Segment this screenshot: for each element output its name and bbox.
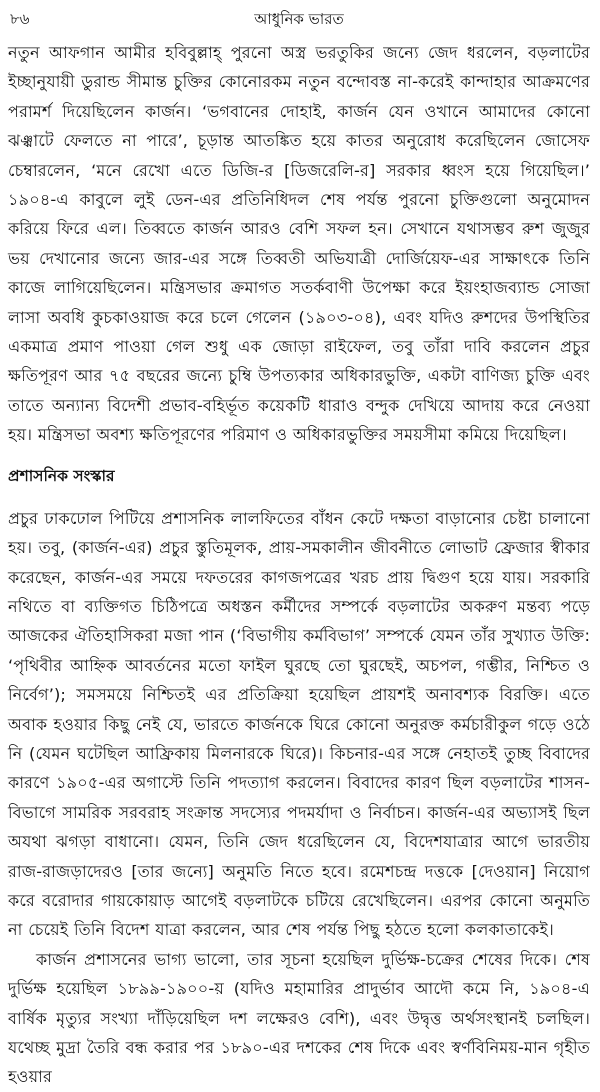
running-title: আধুনিক ভারত <box>254 10 344 28</box>
running-header <box>8 0 590 36</box>
page-number: ৮৬ <box>10 10 30 28</box>
paragraph-afghan-tibet: নতুন আফগান আমীর হবিবুল্লাহ্‌ পুরনো অস্ত্র ভরতুকির জন্যে জেদ ধরলেন, বড়লাটের ইচ্ছানুযায়ী ডুরান্ড সীমান্ত চুক্তির কোনোরকম নতুন বন্দোবস্ত না-করেই কান্দাহার আক্রমণের পরামর্শ দিয়েছিলেন কার্জন। ‘ভগবানের দোহাই, কার্জন যেন ওখানে আমাদের কোনো ঝঞ্ঝাটে ফেলতে না পারে’, চূড়ান্ত আতঙ্কিত হয়ে কাতর অনুরোধ করেছিলেন জোসেফ চেম্বারলেন, ‘মনে রেখো এতে ডিজি-র [ডিজরেলি-র] সরকার ধ্বংস হয়ে গিয়েছিল।’ ১৯০৪-এ কাবুলে লুই ডেন-এর প্রতিনিধিদল শেষ পর্যন্ত পুরনো চুক্তিগুলো অনুমোদন করিয়ে ফিরে এল। তিব্বতে কার্জন আরও বেশি সফল হন। সেখানে যথাসম্ভব রুশ জুজুর ভয় দেখানোর জন্যে জার-এর সঙ্গে তিব্বতী অভিযাত্রী দোর্জিয়েফ-এর সাক্ষাৎকে তিনি কাজে লাগিয়েছিলেন। মন্ত্রিসভার ক্রমাগত সতর্কবাণী উপেক্ষা করে ইয়ংহাজব্যান্ড সোজা লাসা অবধি কুচকাওয়াজ করে চলে গেলেন (১৯০৩-০৪), এবং যদিও রুশদের উপস্থিতির একমাত্র প্রমাণ পাওয়া গেল শুধু এক জোড়া রাইফেল, তবু তাঁরা দাবি করলেন প্রচুর ক্ষতিপূরণ আর ৭৫ বছরের জন্যে চুম্বি উপত্যকার অধিকারভুক্তি, একটা বাণিজ্য চুক্তি এবং তাতে অন্যান্য বিদেশী প্রভাব-বহির্ভূত কয়েকটি ধারাও বন্দুক দেখিয়ে আদায় করে নেওয়া হয়। মন্ত্রিসভা অবশ্য ক্ষতিপূরণের পরিমাণ ও অধিকারভুক্তির সময়সীমা কমিয়ে দিয়েছিল। <box>8 43 590 445</box>
section-heading: প্রশাসনিক সংস্কার <box>8 466 115 485</box>
paragraph-administrative-reform: প্রচুর ঢাকঢোল পিটিয়ে প্রশাসনিক লালফিতের বাঁধন কেটে দক্ষতা বাড়ানোর চেষ্টা চালানো হয়। তবু, (কার্জন-এর) প্রচুর স্তুতিমূলক, প্রায়-সমকালীন জীবনীতে লোভাট ফ্রেজার স্বীকার করেছেন, কার্জন-এর সময়ে দফতরের কাগজপত্রের খরচ প্রায় দ্বিগুণ হয়ে যায়। সরকারি নথিতে বা ব্যক্তিগত চিঠিপত্রে অধস্তন কর্মীদের সম্পর্কে বড়লাটের অকরুণ মন্তব্য পড়ে আজকের ঐতিহাসিকরা মজা পান (‘বিভাগীয় কর্মবিভাগ’ সম্পর্কে যেমন তাঁর সুখ্যাত উক্তি: ‘পৃথিবীর আহ্নিক আবর্তনের মতো ফাইল ঘুরছে তো ঘুরছেই, অচপল, গম্ভীর, নিশ্চিত ও নির্বেগ’); সমসময়ে নিশ্চিতই এর প্রতিক্রিয়া হয়েছিল প্রায়শই অনাবশ্যক বিরক্তি। এতে অবাক হওয়ার কিছু নেই যে, ভারতে কার্জনকে ঘিরে কোনো অনুরক্ত কর্মচারীকুল গড়ে ওঠে নি (যেমন ঘটেছিল আফ্রিকায় মিলনারকে ঘিরে)। কিচনার-এর সঙ্গে নেহাতই তুচ্ছ বিবাদের কারণে ১৯০৫-এর অগাস্টে তিনি পদত্যাগ করলেন। বিবাদের কারণ ছিল বড়লাটের শাসন-বিভাগে সামরিক সরবরাহ সংক্রান্ত সদস্যের পদমর্যাদা ও নির্বাচন। কার্জন-এর অভ্যাসই ছিল অযথা ঝগড়া বাধানো। যেমন, তিনি জেদ ধরেছিলেন যে, বিদেশযাত্রার আগে ভারতীয় রাজ-রাজড়াদেরও [তার জন্যে] অনুমতি নিতে হবে। রমেশচন্দ্র দত্তকে [দেওয়ান] নিয়োগ করে বরোদার গায়কোয়াড় আগেই বড়লাটকে চটিয়ে রেখেছিলেন। এরপর কোনো অনুমতি না চেয়েই তিনি বিদেশ যাত্রা করলেন, আর শেষ পর্যন্ত পিছু হঠতে হলো কলকাতাকেই। <box>8 508 590 940</box>
paragraph-famine-cycle: কার্জন প্রশাসনের ভাগ্য ভালো, তার সূচনা হয়েছিল দুর্ভিক্ষ-চক্রের শেষের দিকে। শেষ দুর্ভিক্ষ হয়েছিল ১৮৯৯-১৯০০-য় (যদিও মহামারির প্রাদুর্ভাব আদৌ কমে নি, ১৯০৪-এ বার্ষিক মৃত্যুর সংখ্যা দাঁড়িয়েছিল দশ লক্ষেরও বেশি), এবং উদ্বৃত্ত অর্থসংস্থানই চলছিল। যথেচ্ছ মুদ্রা তৈরি বন্ধ করার পর ১৮৯০-এর দশকের শেষ দিকে এবং স্বর্ণবিনিময়-মান গৃহীত হওয়ার <box>8 949 590 1087</box>
